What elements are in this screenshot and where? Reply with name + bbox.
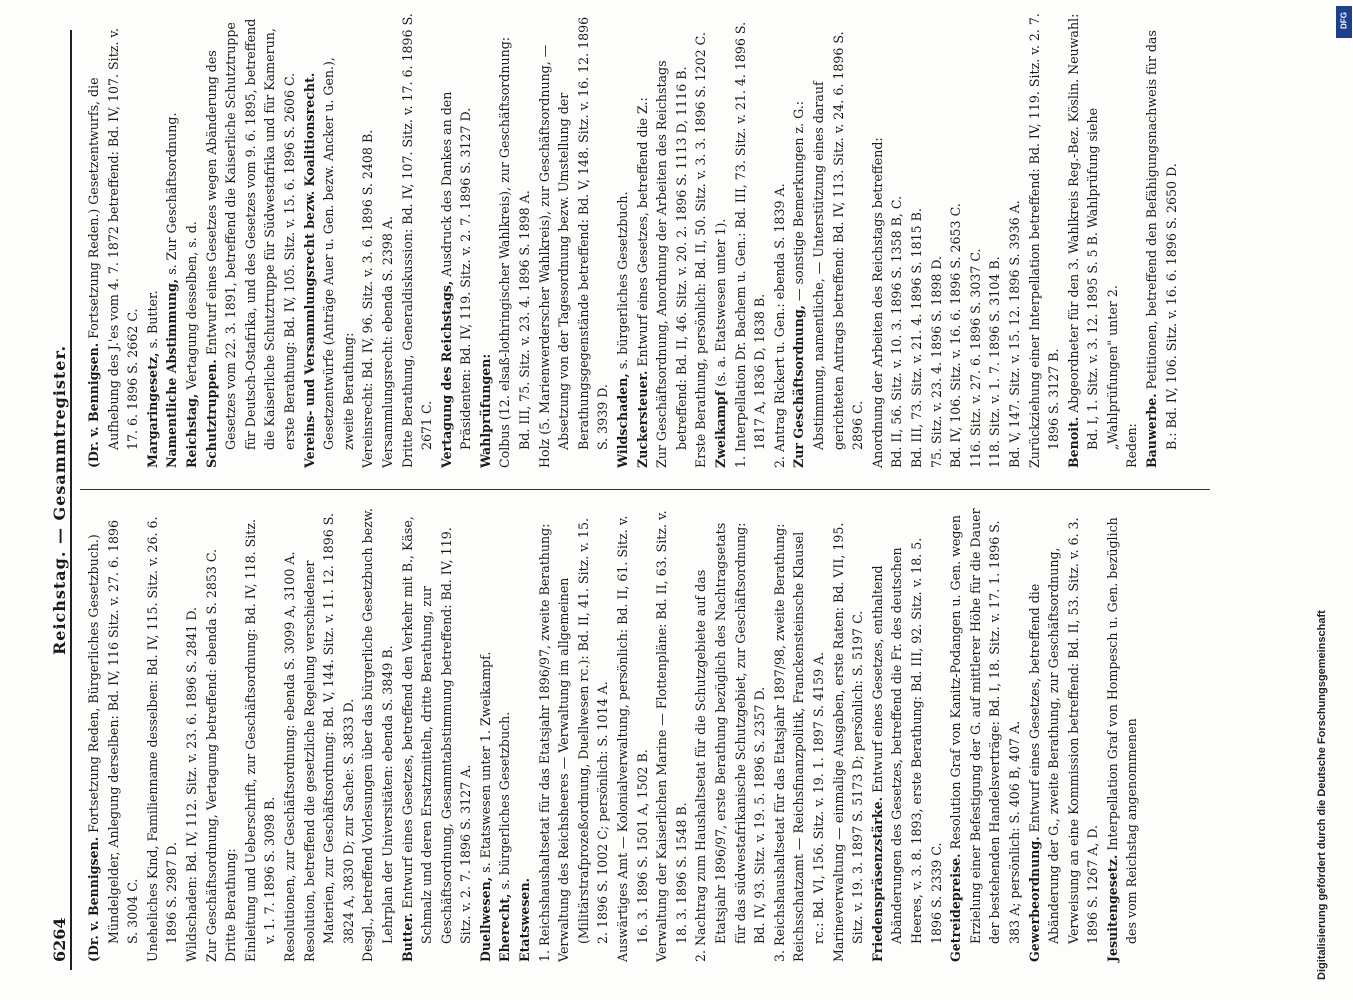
entry-heading: Etatswesen. bbox=[517, 878, 533, 962]
entry-text: Resolution Graf von Kanitz-Podangen u. Gen. wegen Erzielung einer Befestigung der G. auf mittlerer Höhe für die Dauer der bestehenden Handelsverträge: Bd. I, 18. Sitz. v. 17. 1. 1896 S. 383 A; persönlich: S. 406 B, 407 A. bbox=[948, 508, 1022, 944]
entry-text: Vertagung desselben, s. d. bbox=[183, 221, 199, 394]
index-entry bbox=[358, 13, 378, 468]
entry-text: Marineverwaltung — einmalige Ausgaben, erste Raten: Bd. VII, 195. Sitz. v. 19. 3. 1897 S. 5173 D; persönlich: S. 5197 C. bbox=[830, 522, 866, 962]
index-entry bbox=[887, 13, 907, 468]
index-entry bbox=[613, 507, 652, 962]
entry-text: Zur Geschäftsordnung, Vertagung betreffend: ebenda S. 2853 C. bbox=[203, 548, 219, 962]
entry-text: Resolutionen, zur Geschäftsordnung: ebenda S. 3099 A, 3100 A. bbox=[281, 551, 297, 962]
index-entry bbox=[300, 13, 359, 468]
index-entry bbox=[613, 13, 633, 468]
entry-text: Reichsschatzamt — Reichsfinanzpolitik, Franckensteinsche Klausel rc.: Bd. VI, 156. Sitz. v. 19. 1. 1897 S. 4159 A. bbox=[791, 531, 826, 962]
index-entry bbox=[202, 13, 300, 468]
index-entry bbox=[691, 13, 711, 468]
page-header bbox=[40, 0, 80, 1000]
entry-heading: Gewerbeordnung. bbox=[1026, 836, 1042, 962]
entry-heading: (Dr. v. Bennigsen. bbox=[86, 836, 101, 962]
entry-text: — sonstige Bemerkungen z. G.: Abstimmung, namentliche, — Unterstützung eines darauf gerichteten Antrags betreffend: Bd. IV, 113. Sitz. v. 24. 6. 1896 S. 2896 C. bbox=[791, 31, 866, 450]
page-number: 6264 bbox=[50, 917, 69, 962]
index-entry bbox=[789, 13, 867, 468]
entry-heading: Zur Geschäftsordnung, bbox=[791, 304, 807, 468]
entry-heading: Reichstag, bbox=[183, 393, 199, 468]
index-entry bbox=[535, 507, 555, 962]
entry-text: 1. Interpellation Dr. Bachem u. Gen.: Bd. III, 73. Sitz. v. 21. 4. 1896 S. 1817 A, 1836 D, 1838 B. bbox=[732, 21, 768, 468]
index-entry bbox=[946, 13, 966, 468]
index-entry bbox=[1103, 507, 1142, 962]
entry-text: Entwurf eines Gesetzes, betreffend die Abänderung der G., zweite Berathung, zur Geschäftsordnung, Verweisung an eine Kommission betreffend: Bd. II, 53. Sitz. v. 6. 3. 1896 S. 1267 A, D. bbox=[1026, 517, 1101, 944]
index-entry bbox=[966, 13, 986, 468]
index-entry bbox=[789, 507, 828, 962]
entry-text: 1. Reichshaushaltsetat für das Etatsjahr 1896/97, zweite Berathung: bbox=[536, 523, 552, 962]
header-rule bbox=[70, 30, 72, 970]
index-entry bbox=[946, 507, 1024, 962]
entry-heading: Getreidepreise. bbox=[948, 853, 964, 962]
index-entry bbox=[1025, 507, 1103, 962]
index-entry bbox=[182, 13, 202, 468]
entry-text: Wildschaden: Bd. IV, 112. Sitz. v. 23. 6. 1896 S. 2841 D. bbox=[183, 606, 199, 962]
entry-text: Zurückziehung einer Interpellation betreffend: Bd. IV, 119. Sitz. v. 2. 7. 1896 S. 3127 B. bbox=[1026, 13, 1062, 468]
index-entry bbox=[143, 13, 163, 468]
index-entry bbox=[1142, 13, 1181, 468]
index-entry bbox=[985, 13, 1005, 468]
entry-text: Fortsetzung Reden.) Gesetzentwurfs, die Aufhebung des J.'es vom 4. 7. 1872 betreffend: Bd. IV, 107. Sitz. v. 17. 6. 1896 S. 2662 C. bbox=[86, 27, 141, 450]
entry-text: Gesetzentwürfe (Anträge Auer u. Gen. bezw. Ancker u. Gen.), zweite Berathung: bbox=[321, 57, 356, 450]
entry-text: Reden: bbox=[1124, 423, 1140, 468]
entry-text: 75. Sitz. v. 23. 4. 1896 S. 1898 D. bbox=[928, 255, 944, 468]
entry-text: 3. Reichshaushaltsetat für das Etatsjahr 1897/98, zweite Berathung: bbox=[771, 523, 787, 962]
entry-text: s. Zur Geschäftsordnung. bbox=[164, 112, 180, 279]
entry-heading: Margaringesetz, bbox=[144, 352, 160, 468]
entry-text: Verwaltung der Kaiserlichen Marine — Flottenpläne: Bd. II, 63. Sitz. v. 18. 3. 1896 S. 1548 B. bbox=[654, 510, 689, 962]
entry-text: Vereinsrecht: Bd. IV, 96. Sitz. v. 3. 6. 1896 S. 2408 B. bbox=[360, 129, 376, 468]
entry-heading: Vereins- und Versammlungsrecht bezw. Koalitionsrecht. bbox=[301, 72, 317, 468]
entry-text: Verwaltung des Reichsheeres — Verwaltung im allgemeinen (Militärstrafprozeßordnung, Duellwesen rc.): Bd. II, 41. Sitz. v. 15. 2. 1896 S. 1002 C; persönlich: S. 1014 A. bbox=[556, 518, 611, 962]
entry-text: Resolution, betreffend die gesetzliche Regelung verschiedener Materien, zur Geschäftsordnung: Bd. V, 144. Sitz. v. 11. 12. 1896 S. 3824 A, 3830 D; zur Sache: S. 3833 D. bbox=[301, 513, 356, 962]
index-entry bbox=[378, 13, 398, 468]
index-entry bbox=[770, 13, 790, 468]
entry-text: Fortsetzung Reden, Bürgerliches Gesetzbuch.) Mündelgelder, Anlegung derselben: Bd. IV, 116 Sitz. v. 27. 6. 1896 S. 3004 C. bbox=[86, 519, 141, 944]
entry-heading: Jesuitengesetz. bbox=[1104, 854, 1120, 962]
entry-text: Colbus (12. elsaß-lothringischer Wahlkreis), zur Geschäftsordnung: Bd. III, 75. Sitz. v. 23. 4. 1896 S. 1898 A. bbox=[497, 37, 533, 468]
entry-text: Ausdruck des Dankes an den Präsidenten: Bd. IV, 119. Sitz. v. 2. 7. 1896 S. 3127 D. bbox=[438, 91, 474, 450]
index-entry bbox=[84, 507, 143, 962]
column-divider bbox=[80, 489, 1210, 490]
entry-text: s. Butter. bbox=[144, 290, 160, 353]
index-entry bbox=[241, 507, 280, 962]
entry-text: s. Etatswesen unter 1. Zweikampf. bbox=[477, 651, 493, 877]
entry-heading: Wildschaden, bbox=[615, 373, 631, 468]
entry-heading: Wahlprüfungen: bbox=[477, 353, 493, 468]
index-entry bbox=[358, 507, 397, 962]
index-entry bbox=[868, 13, 888, 468]
entry-text: Interpellation Graf von Hompesch u. Gen. bezüglich des vom Reichstag angenommenen bbox=[1104, 517, 1140, 944]
entry-text: Dritte Berathung, Generaldiskussion: Bd. IV, 107. Sitz. v. 17. 6. 1896 S. 2671 C. bbox=[399, 13, 435, 468]
index-entry bbox=[398, 507, 476, 962]
index-entry bbox=[476, 507, 496, 962]
entry-text: 2. Antrag Rickert u. Gen.: ebenda S. 1839 A. bbox=[771, 183, 787, 468]
entry-text: Versammlungsrecht: ebenda S. 2398 A. bbox=[379, 216, 395, 468]
index-entry bbox=[162, 13, 182, 468]
index-entry bbox=[554, 507, 613, 962]
entry-text: Entwurf eines Gesetzes, betreffend die Z.: bbox=[634, 97, 650, 371]
entry-text: Entwurf eines Gesetzes, enthaltend Abänderungen des Gesetzes, betreffend die Fr. des deutschen Heeres, v. 3. 8. 1893, erste Berathung: Bd. III, 92. Sitz. v. 18. 5. 1896 S. 2339 C. bbox=[869, 537, 944, 944]
entry-text: (s. a. Etatswesen unter 1). bbox=[713, 218, 728, 391]
entry-text: s. bürgerliches Gesetzbuch. bbox=[497, 711, 513, 894]
entry-text: Anordnung der Arbeiten des Reichstags betreffend: bbox=[869, 137, 885, 468]
index-entry bbox=[300, 507, 359, 962]
entry-heading: Butter. bbox=[399, 912, 415, 962]
index-entry bbox=[927, 13, 947, 468]
entry-heading: (Dr. v. Bennigsen. bbox=[86, 342, 101, 468]
index-entry bbox=[398, 13, 437, 468]
index-entry bbox=[476, 13, 496, 468]
entry-text: Dritte Berathung: bbox=[223, 848, 239, 962]
entry-text: Desgl., betreffend Vorlesungen über das bürgerliche Gesetzbuch bezw. Lehrplan der Universitäten: ebenda S. 3849 B. bbox=[360, 507, 395, 962]
index-entry bbox=[1122, 13, 1142, 468]
entry-text: Abgeordneter für den 3. Wahlkreis Reg.-Bez. Köslin. Neuwahl: Bd. I, 1. Sitz. v. 3. 12. 1895 S. 5 B. Wahlprüfung siehe „Wahlprüfungen" unter 2. bbox=[1065, 13, 1120, 450]
index-entry bbox=[711, 13, 731, 468]
index-entry bbox=[182, 507, 202, 962]
left-column bbox=[84, 507, 1142, 962]
index-entry bbox=[202, 507, 222, 962]
entry-heading: Benoit. bbox=[1065, 416, 1081, 468]
entry-text: Petitionen, betreffend den Befähigungsnachweis für das B.: Bd. IV, 106. Sitz. v. 16. 6. 1896 S. 2650 D. bbox=[1144, 30, 1179, 450]
index-entry bbox=[633, 13, 653, 468]
index-entry bbox=[652, 507, 691, 962]
entry-text: 118. Sitz. v. 1. 7. 1896 S. 3104 B. bbox=[987, 256, 1003, 468]
right-column bbox=[84, 13, 1181, 468]
index-entry bbox=[652, 13, 691, 468]
digitization-note: Digitalisierung gefördert durch die Deutsche Forschungsgemeinschaft bbox=[1316, 610, 1328, 980]
index-entry bbox=[280, 507, 300, 962]
entry-heading: Zuckersteuer. bbox=[634, 370, 650, 468]
entry-text: 116. Sitz. v. 27. 6. 1896 S. 3037 C. bbox=[967, 248, 983, 468]
index-entry bbox=[731, 13, 770, 468]
dfg-logo: DFG bbox=[1336, 6, 1352, 38]
index-entry bbox=[770, 507, 790, 962]
entry-heading: Schutztruppen. bbox=[203, 359, 219, 468]
index-entry bbox=[1064, 13, 1123, 468]
index-entry bbox=[495, 507, 515, 962]
entry-text: 2. Nachtrag zum Haushaltsetat für die Schutzgebiete auf das Etatsjahr 1896/97, erste Berathung bezüglich des Nachtragsetats für das südwestafrikanische Schutzgebiet, zur Geschäftsordnung: Bd. IV, 93. Sitz. v. 19. 5. 1896 S. 2357 D. bbox=[693, 522, 768, 962]
index-entry bbox=[1025, 13, 1064, 468]
index-entry bbox=[143, 507, 182, 962]
entry-text: Einleitung und Ueberschrift, zur Geschäftsordnung: Bd. IV, 118. Sitz. v. 1. 7. 1896 S. 3098 B. bbox=[242, 519, 278, 962]
entry-text: Zur Geschäftsordnung, Anordnung der Arbeiten des Reichstags betreffend: Bd. II, 46. Sitz. v. 20. 2. 1896 S. 1113 D, 1116 B. bbox=[654, 60, 689, 468]
index-entry bbox=[495, 13, 534, 468]
index-entry bbox=[907, 13, 927, 468]
entry-text: s. bürgerliches Gesetzbuch. bbox=[615, 191, 631, 374]
entry-text: Entwurf eines Gesetzes wegen Abänderung des Gesetzes vom 22. 3. 1891, betreffend die Kaiserliche Schutztruppe für Deutsch-Ostafrika, und des Gesetzes vom 9. 6. 1895, betreffend die Kaiserliche Schutztruppe für Südwestafrika und für Kamerun, erste Berathung: Bd. IV, 105. Sitz. v. 15. 6. 1896 S. 2606 C. bbox=[203, 18, 297, 450]
entry-text: Holz (5. Marienwerderscher Wahlkreis), zur Geschäftsordnung, — Absetzung von der Tagesordnung bezw. Umstellung der Berathungsgegenstände betreffend: Bd. V, 148. Sitz. v. 16. 12. 1896 S. 3939 D. bbox=[536, 16, 611, 468]
index-entry bbox=[535, 13, 613, 468]
entry-heading: Vertagung des Reichstags, bbox=[438, 280, 454, 468]
entry-text: Uneheliches Kind, Familienname desselben: Bd. IV, 115. Sitz. v. 26. 6. 1896 S. 2987 D. bbox=[144, 516, 180, 962]
entry-heading: Duellwesen, bbox=[477, 876, 493, 962]
entry-heading: Bauwerbe. bbox=[1144, 393, 1160, 468]
entry-text: Erste Berathung, persönlich: Bd. II, 50. Sitz. v. 3. 3. 1896 S. 1202 C. bbox=[693, 32, 709, 468]
entry-text: Bd. III, 73. Sitz. v. 21. 4. 1896 S. 1815 B. bbox=[908, 208, 924, 468]
entry-text: Bd. IV, 106. Sitz. v. 16. 6. 1896 S. 2653 C. bbox=[948, 203, 964, 468]
index-entry bbox=[84, 13, 143, 468]
entry-text: Auswärtiges Amt — Kolonialverwaltung, persönlich: Bd. II, 61. Sitz. v. 16. 3. 1896 S. 1501 A, 1502 B. bbox=[615, 515, 650, 962]
index-entry bbox=[829, 507, 868, 962]
index-entry bbox=[691, 507, 769, 962]
index-entry bbox=[515, 507, 535, 962]
running-head: Reichstag. — Gesammtregister. bbox=[50, 344, 69, 656]
entry-heading: Zweikampf bbox=[713, 390, 728, 468]
entry-heading: Friedenspräsenzstärke. bbox=[869, 796, 885, 962]
index-entry bbox=[1005, 13, 1025, 468]
index-entry bbox=[868, 507, 946, 962]
entry-text: Bd. II, 56. Sitz. v. 10. 3. 1896 S. 1358 B, C. bbox=[889, 195, 905, 468]
entry-text: Bd. V, 147. Sitz. v. 15. 12. 1896 S. 3936 A. bbox=[1006, 200, 1022, 468]
entry-heading: Namentliche Abstimmung, bbox=[164, 278, 180, 468]
entry-text: Entwurf eines Gesetzes, betreffend den Verkehr mit B., Käse, Schmalz und deren Ersatzmitteln, dritte Berathung, zur Geschäftsordnung, Gesammtabstimmung betreffend: Bd. IV, 119. Sitz. v. 2. 7. 1896 S. 3127 A. bbox=[399, 516, 474, 944]
footer-credit bbox=[1316, 20, 1336, 980]
entry-heading: Eherecht, bbox=[497, 893, 513, 962]
index-entry bbox=[221, 507, 241, 962]
index-entry bbox=[437, 13, 476, 468]
